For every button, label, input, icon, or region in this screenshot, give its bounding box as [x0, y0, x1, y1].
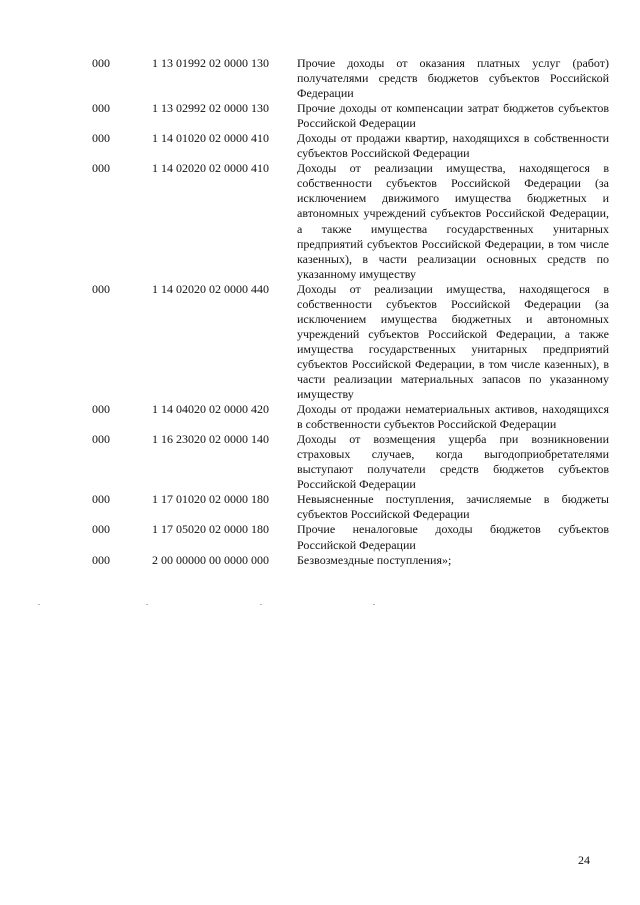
- admin-code-cell: 000: [92, 131, 110, 146]
- table-row: [0, 56, 640, 101]
- scan-dot: [38, 604, 40, 605]
- revenue-name-cell: Безвозмездные поступления»;: [297, 552, 452, 567]
- scan-dot: [260, 604, 262, 605]
- revenue-name-cell: Прочие доходы от компенсации затрат бюджетов субъектов Российской Федерации: [297, 101, 609, 131]
- revenue-code-cell: 1 14 02020 02 0000 440: [152, 281, 269, 296]
- table-row: [0, 161, 640, 281]
- page-number: 24: [578, 853, 590, 867]
- table-row: [0, 522, 640, 552]
- revenue-code-cell: 1 14 01020 02 0000 410: [152, 131, 269, 146]
- table-row: [0, 131, 640, 161]
- table-row: [0, 553, 640, 568]
- admin-code-cell: 000: [92, 432, 110, 447]
- revenue-code-cell: 1 14 04020 02 0000 420: [152, 402, 269, 417]
- revenue-code-cell: 1 16 23020 02 0000 140: [152, 432, 269, 447]
- revenue-name-cell: Доходы от реализации имущества, находящегося в собственности субъектов Российской Федерации (за исключением движимого имущества бюджетных и автономных учреждений субъектов Российской Федерации, а также имущества государственных унитарных предприятий субъектов Российской Федерации, в том числе казенных), в части реализации основных средств по указанному имуществу: [297, 161, 609, 281]
- revenue-code-cell: 1 17 01020 02 0000 180: [152, 492, 269, 507]
- revenue-code-cell: 1 13 02992 02 0000 130: [152, 101, 269, 116]
- table-row: [0, 282, 640, 402]
- revenue-name-cell: Доходы от реализации имущества, находящегося в собственности субъектов Российской Федерации (за исключением имущества бюджетных и автономных учреждений субъектов Российской Федерации, а также имущества государственных унитарных предприятий субъектов Российской Федерации, в том числе казенных), в части реализации материальных запасов по указанному имуществу: [297, 281, 609, 402]
- scan-artifact-dots: [0, 604, 640, 608]
- revenue-code-cell: 1 17 05020 02 0000 180: [152, 522, 269, 537]
- admin-code-cell: 000: [92, 402, 110, 417]
- admin-code-cell: 000: [92, 552, 110, 567]
- revenue-name-cell: Доходы от продажи нематериальных активов, находящихся в собственности субъектов Российской Федерации: [297, 402, 609, 432]
- revenue-code-cell: 1 14 02020 02 0000 410: [152, 161, 269, 176]
- revenue-name-cell: Прочие доходы от оказания платных услуг (работ) получателями средств бюджетов субъектов Российской Федерации: [297, 56, 609, 101]
- admin-code-cell: 000: [92, 281, 110, 296]
- revenue-name-cell: Прочие неналоговые доходы бюджетов субъектов Российской Федерации: [297, 522, 609, 552]
- admin-code-cell: 000: [92, 492, 110, 507]
- scan-dot: [146, 604, 148, 605]
- table-row: [0, 432, 640, 492]
- table-row: [0, 402, 640, 432]
- scan-dot: [373, 604, 375, 605]
- revenue-codes-table: [0, 56, 640, 568]
- admin-code-cell: 000: [92, 161, 110, 176]
- admin-code-cell: 000: [92, 522, 110, 537]
- admin-code-cell: 000: [92, 101, 110, 116]
- revenue-code-cell: 2 00 00000 00 0000 000: [152, 552, 269, 567]
- revenue-name-cell: Доходы от возмещения ущерба при возникновении страховых случаев, когда выгодоприобретателями выступают получатели средств бюджетов субъектов Российской Федерации: [297, 432, 609, 492]
- admin-code-cell: 000: [92, 56, 110, 70]
- table-row: [0, 101, 640, 131]
- revenue-code-cell: 1 13 01992 02 0000 130: [152, 56, 269, 70]
- revenue-name-cell: Доходы от продажи квартир, находящихся в собственности субъектов Российской Федерации: [297, 131, 609, 161]
- revenue-name-cell: Невыясненные поступления, зачисляемые в бюджеты субъектов Российской Федерации: [297, 492, 609, 522]
- table-row: [0, 492, 640, 522]
